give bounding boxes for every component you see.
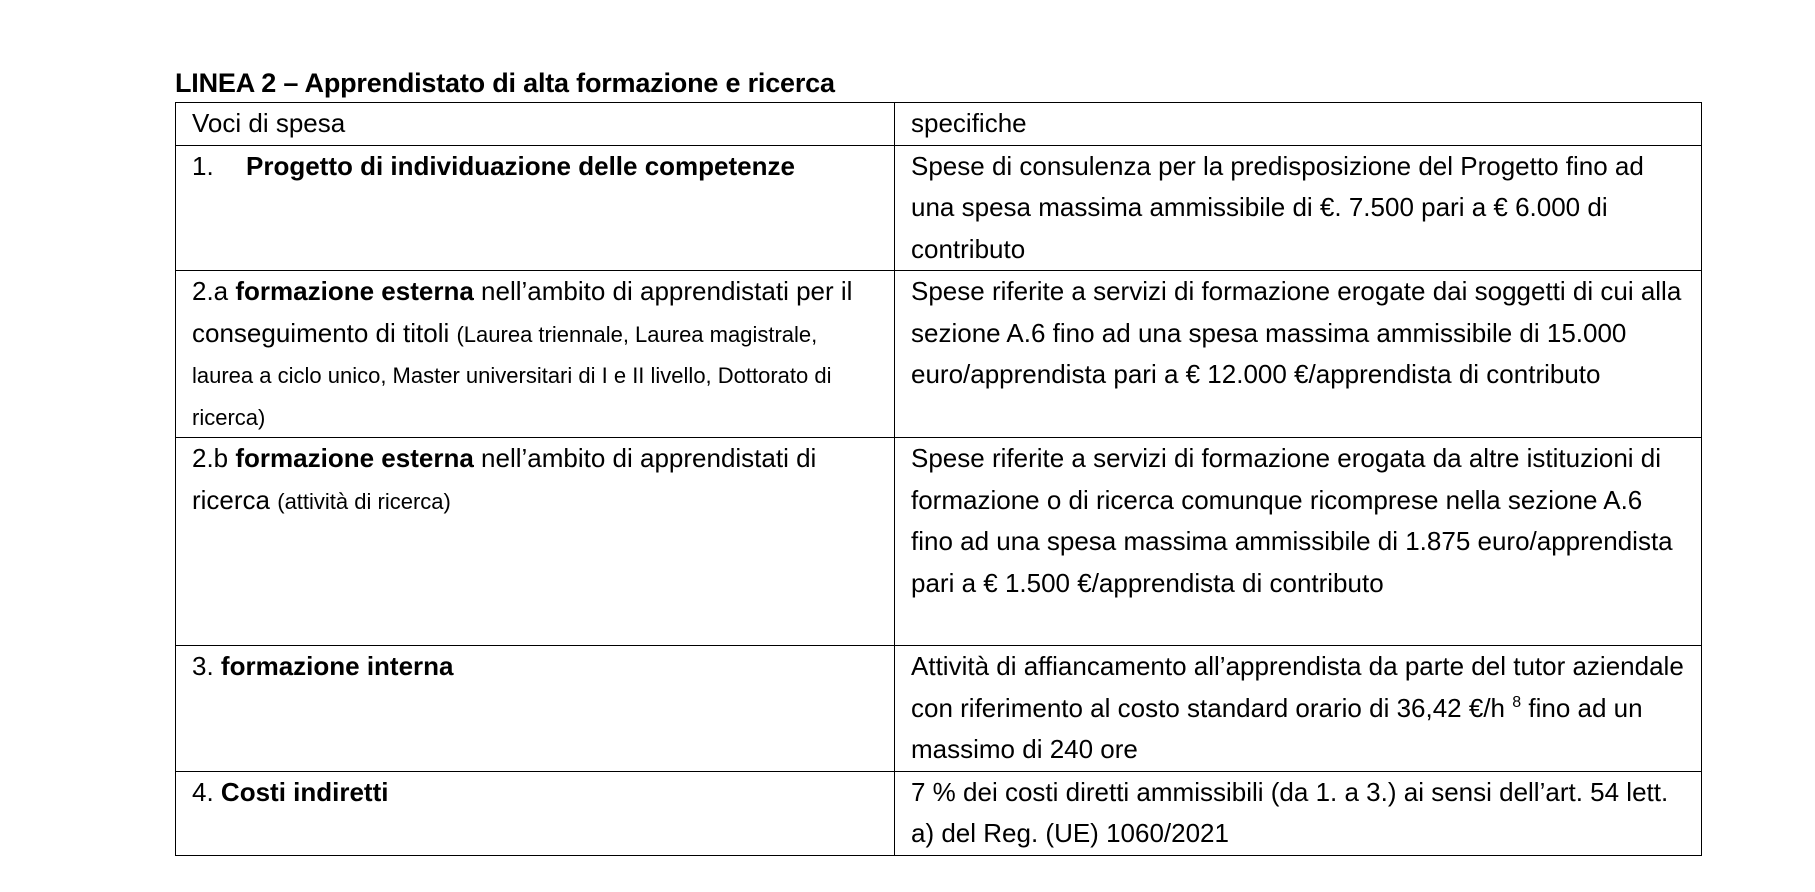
row-1-spec: Spese di consulenza per la predisposizione del Progetto fino ad una spesa massima ammissibile di €. 7.500 pari a € 6.000 di contributo (895, 145, 1702, 271)
row-2b-note: (attività di ricerca) (277, 488, 451, 514)
table-row (176, 646, 1702, 772)
row-3-title: formazione interna (220, 651, 454, 681)
section-title: LINEA 2 – Apprendistato di alta formazione e ricerca (175, 68, 835, 98)
table-row (176, 771, 1702, 855)
row-2b-title: formazione esterna (235, 443, 474, 473)
row-4-number: 4. (192, 776, 214, 807)
table-row (176, 438, 1702, 646)
row-2a-spec: Spese riferite a servizi di formazione erogate dai soggetti di cui alla sezione A.6 fino ad una spesa massima ammissibile di 15.000 euro/apprendista pari a € 12.000 €/apprendista di contributo (895, 271, 1702, 438)
row-4-title: Costi indiretti (220, 776, 389, 807)
row-2a-number: 2.a (192, 276, 229, 306)
table-header-row (176, 103, 1702, 146)
row-1-label (176, 145, 895, 271)
footnote-reference-8[interactable]: 8 (1512, 693, 1522, 711)
row-4-spec: 7 % dei costi diretti ammissibili (da 1. a 3.) ai sensi dell’art. 54 lett. a) del Reg. (UE) 1060/2021 (895, 771, 1702, 855)
row-2a-description: nell’ambito di apprendistati per il conseguimento di titoli (192, 276, 853, 348)
expense-table (175, 102, 1702, 856)
document (175, 66, 1701, 856)
row-4-label (176, 771, 895, 855)
row-2b-number: 2.b (192, 443, 229, 473)
row-2a-label (176, 271, 895, 438)
row-2b-spec: Spese riferite a servizi di formazione erogata da altre istituzioni di formazione o di ricerca comunque ricomprese nella sezione A.6 fino ad una spesa massima ammissibile di 1.875 euro/apprendista pari a € 1.500 €/apprendista di contributo (895, 438, 1702, 646)
table-row (176, 145, 1702, 271)
row-3-spec-text: Attività di affiancamento all’apprendista da parte del tutor aziendale con riferimento al costo standard orario di 36,42 €/h (911, 651, 1684, 723)
row-3-label (176, 646, 895, 772)
row-2b-description: nell’ambito di apprendistati di ricerca (192, 443, 817, 515)
header-voci-di-spesa: Voci di spesa (176, 103, 895, 146)
table-row (176, 271, 1702, 438)
row-2a-note: (Laurea triennale, Laurea magistrale, laurea a ciclo unico, Master universitari di I e II livello, Dottorato di ricerca) (192, 321, 832, 430)
row-2a-title: formazione esterna (235, 276, 474, 306)
row-3-spec (895, 646, 1702, 772)
row-1-title: Progetto di individuazione delle competenze (246, 150, 795, 181)
row-3-number: 3. (192, 651, 214, 681)
header-specifiche: specifiche (895, 103, 1702, 146)
row-1-number: 1. (192, 150, 214, 181)
row-2b-label (176, 438, 895, 646)
row-3-spec-tail: fino ad un massimo di 240 ore (911, 692, 1643, 764)
